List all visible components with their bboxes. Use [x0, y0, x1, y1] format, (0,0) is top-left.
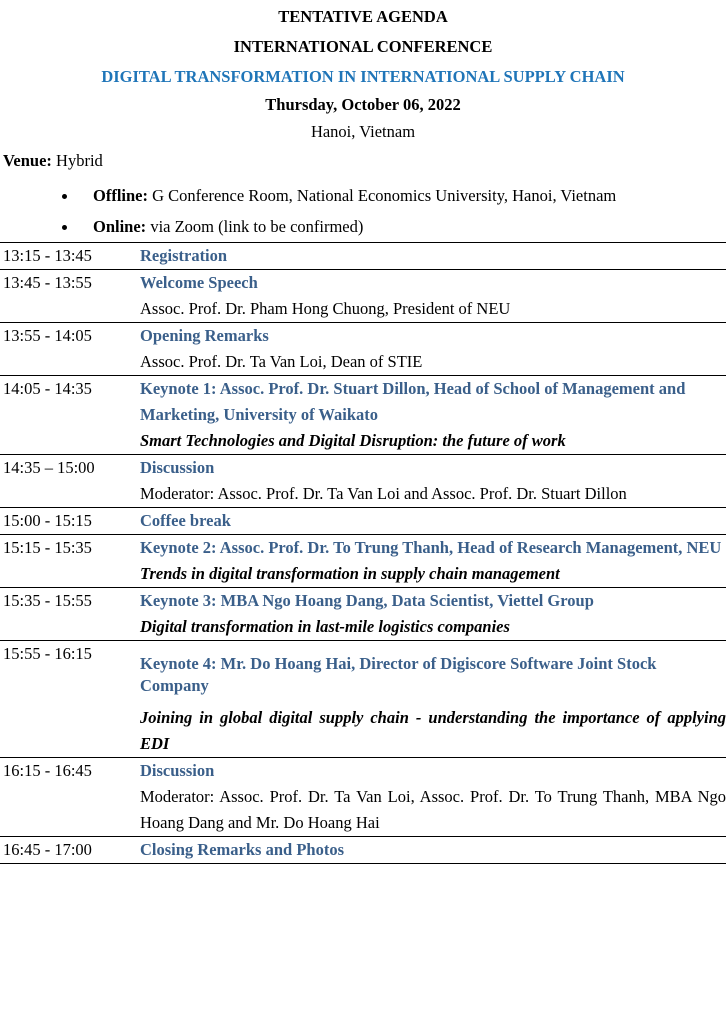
agenda-title: Discussion	[140, 761, 215, 780]
agenda-title: Discussion	[140, 458, 215, 477]
agenda-time: 13:45 - 13:55	[0, 270, 140, 323]
doc-heading: TENTATIVE AGENDA	[278, 7, 448, 26]
agenda-time: 13:55 - 14:05	[0, 323, 140, 376]
venue-line	[3, 150, 103, 172]
agenda-time: 16:15 - 16:45	[0, 758, 140, 837]
conference-date: Thursday, October 06, 2022	[265, 95, 461, 114]
table-row	[0, 455, 726, 508]
conference-label: INTERNATIONAL CONFERENCE	[233, 37, 493, 56]
table-row	[0, 508, 726, 535]
offline-label: Offline:	[93, 186, 148, 205]
agenda-time: 14:05 - 14:35	[0, 376, 140, 455]
agenda-detail: Assoc. Prof. Dr. Ta Van Loi, Dean of STIE	[140, 352, 423, 371]
table-row	[0, 837, 726, 864]
agenda-detail: Moderator: Assoc. Prof. Dr. Ta Van Loi, Assoc. Prof. Dr. To Trung Thanh, MBA Ngo Hoang Dang and Mr. Do Hoang Hai	[140, 787, 726, 832]
venue-value: Hybrid	[51, 151, 103, 170]
agenda-detail: Assoc. Prof. Dr. Pham Hong Chuong, President of NEU	[140, 299, 511, 318]
bullet-icon	[62, 194, 67, 199]
agenda-title: Closing Remarks and Photos	[140, 840, 344, 859]
table-row	[0, 243, 726, 270]
bullet-icon	[62, 225, 67, 230]
agenda-time: 13:15 - 13:45	[0, 243, 140, 270]
agenda-time: 15:35 - 15:55	[0, 588, 140, 641]
talk-title: Smart Technologies and Digital Disruption: the future of work	[140, 431, 566, 450]
agenda-time: 15:55 - 16:15	[0, 641, 140, 758]
online-label: Online:	[93, 217, 147, 236]
agenda-title: Welcome Speech	[140, 273, 258, 292]
agenda-title: Coffee break	[140, 511, 231, 530]
conference-title: DIGITAL TRANSFORMATION IN INTERNATIONAL SUPPLY CHAIN	[101, 67, 625, 86]
agenda-title: Keynote 2: Assoc. Prof. Dr. To Trung Thanh, Head of Research Management, NEU	[140, 538, 722, 557]
agenda-detail: Moderator: Assoc. Prof. Dr. Ta Van Loi and Assoc. Prof. Dr. Stuart Dillon	[140, 484, 627, 503]
agenda-time: 15:15 - 15:35	[0, 535, 140, 588]
venue-label: Venue:	[3, 151, 52, 170]
table-row	[0, 270, 726, 323]
offline-value: G Conference Room, National Economics University, Hanoi, Vietnam	[148, 186, 617, 205]
talk-title: Trends in digital transformation in supply chain management	[140, 564, 560, 583]
agenda-title: Keynote 1: Assoc. Prof. Dr. Stuart Dillon, Head of School of Management and Marketing, University of Waikato	[140, 379, 686, 424]
agenda-title: Registration	[140, 246, 228, 265]
agenda-title: Keynote 4: Mr. Do Hoang Hai, Director of Digiscore Software Joint Stock Company	[140, 654, 657, 695]
table-row	[0, 535, 726, 588]
talk-title: Joining in global digital supply chain - understanding the importance of applying EDI	[140, 708, 726, 753]
table-row	[0, 323, 726, 376]
agenda-time: 14:35 – 15:00	[0, 455, 140, 508]
table-row	[0, 376, 726, 455]
talk-title: Digital transformation in last-mile logistics companies	[140, 617, 510, 636]
online-value: via Zoom (link to be confirmed)	[146, 217, 364, 236]
agenda-title: Opening Remarks	[140, 326, 269, 345]
agenda-time: 15:00 - 15:15	[0, 508, 140, 535]
agenda-title: Keynote 3: MBA Ngo Hoang Dang, Data Scientist, Viettel Group	[140, 591, 594, 610]
agenda-table	[0, 242, 726, 864]
agenda-time: 16:45 - 17:00	[0, 837, 140, 864]
table-row	[0, 641, 726, 758]
table-row	[0, 758, 726, 837]
table-row	[0, 588, 726, 641]
conference-location: Hanoi, Vietnam	[310, 122, 416, 141]
